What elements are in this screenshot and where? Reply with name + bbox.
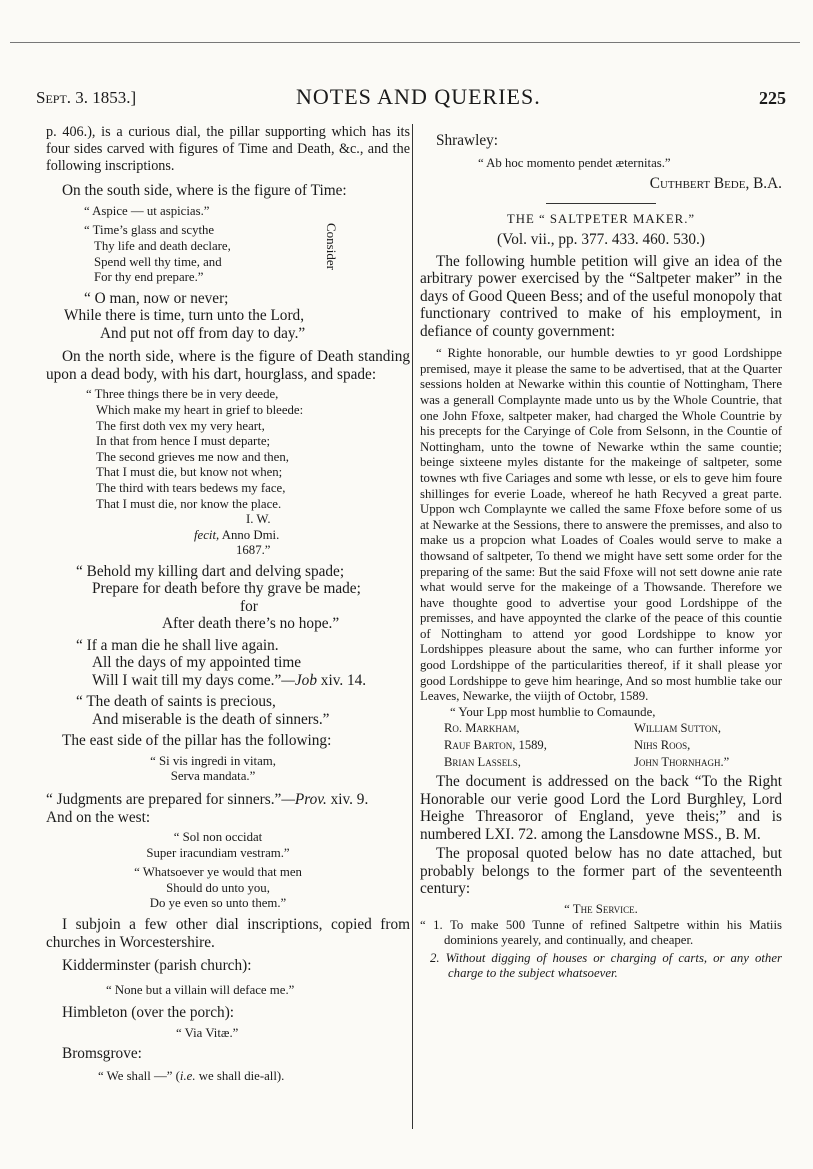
petition-text: “ Righte honorable, our humble dewties to yr good Lordshippe premised, maye it please the same to be advertised, that at the Quarter sessions holden at Newarke within this countie of Nottingham, There was a generall Complaynte made unto us by the Whole Countrie, that one John Ffoxe, saltpeter maker, had charged the Whole Countrie by his precepts for the Caryinge of Cole from Selsonn, in the Countie of Nottingham, unto the towne of Newarke wthin the same countie; beinge sixteene myles distante for the makeinge of saltpeter, some townes wth five Cariages and some wth lesse, or els to geve him foure shillinges for everie Loade, whereof he hath Recyved a great parte. Uppon wch Complaynte we called the same Ffoxe before some of us at Newarke at the Sessions, there to answere the premisses, and also to make us a propcion what Loades of Coales would serve to make a thowsand of saltpeter, To thend we might have sett some order for the preparing of the same: But the said Ffoxe will not sett downe anie rate what would serve for the makeinge of a Thowsande. Therefore we have thoughte good to advertise your good Lordshippe of the premisses, and have appoynted the clarke of the peace of this countie of Nottingham to attend yor good Lordshippe to know yor Lordshippes pleasure about the same, who can further informe yor good Lordshippe of the particularities thereof, if it shall please yor good Lordshippe to geve him hearinge, And so most humblie take our Leaves, Newarke, the viijth of Octobr, 1589. xyxy=(420,346,782,704)
verse-line: “ None but a villain will deface me.” xyxy=(106,982,295,997)
consider-side-label: Consider xyxy=(323,223,339,271)
paragraph: The proposal quoted below has no date attached, but probably belongs to the former part of the seventeenth century: xyxy=(420,845,782,898)
article-title: THE “ SALTPETER MAKER.” xyxy=(506,211,696,226)
signer: John Thornhagh.” xyxy=(634,755,730,770)
verse-line: I. W. xyxy=(246,512,271,527)
service-item: “ 1. To make 500 Tunne of refined Saltpetre within his Matiis dominions yearely, and continually, and cheaper. xyxy=(420,917,782,948)
verse-text: Will I wait till my days come.” xyxy=(92,671,282,689)
service-title: “ The Service. xyxy=(564,901,638,916)
verse-line: for xyxy=(240,597,258,615)
article-reference: (Vol. vii., pp. 377. 433. 460. 530.) xyxy=(497,231,705,249)
verse xyxy=(64,289,410,343)
section-rule xyxy=(546,203,656,204)
ie-text: i.e. xyxy=(179,1068,196,1083)
verse-line: “ Three things there be in very deede, xyxy=(86,387,279,402)
place-name: Kidderminster (parish church): xyxy=(62,957,252,975)
verse xyxy=(84,223,410,285)
verse-line: In that from hence I must departe; xyxy=(96,434,271,449)
verse-line: The first doth vex my very heart, xyxy=(96,418,265,433)
verse-line: “ Si vis ingredi in vitam, xyxy=(150,753,276,768)
paragraph: I subjoin a few other dial inscriptions, copied from churches in Worcestershire. xyxy=(46,916,410,951)
verse-line: Should do unto you, xyxy=(166,880,270,895)
verse-line: Do ye even so unto them.” xyxy=(149,896,287,911)
service-item: 2. Without digging of houses or charging of carts, or any other charge to the subject whatsoever. xyxy=(430,950,782,981)
verse xyxy=(98,1069,410,1085)
signer: Brian Lassels, xyxy=(444,755,521,770)
verse-line: “ The death of saints is precious, xyxy=(76,693,276,711)
verse-line: 1687.” xyxy=(236,543,271,558)
verse xyxy=(16,754,410,785)
header-date: Sept. 3. 1853.] xyxy=(36,88,137,107)
fecit-text: fecit, xyxy=(194,527,220,542)
verse-line: After death there’s no hope.” xyxy=(162,615,340,633)
signer: Rauf Barton, 1589, xyxy=(444,738,547,753)
verse-line: For thy end prepare.” xyxy=(94,270,204,285)
verse-line: “ Sol non occidat xyxy=(173,830,263,845)
verse-line xyxy=(98,1069,410,1085)
verse xyxy=(26,865,410,912)
verse-line: Prepare for death before thy grave be made; xyxy=(92,580,361,598)
verse xyxy=(76,693,410,728)
verse-text: “ We shall —” ( xyxy=(98,1068,180,1083)
running-header xyxy=(36,84,786,116)
verse-line: All the days of my appointed time xyxy=(92,654,302,672)
verse xyxy=(478,156,782,172)
paragraph: The east side of the pillar has the following: xyxy=(62,732,332,750)
verse-line: While there is time, turn unto the Lord, xyxy=(64,307,305,325)
petition-closing: “ Your Lpp most humblie to Comaunde, xyxy=(450,704,656,719)
top-rule xyxy=(10,42,800,43)
job-ref: —Job xyxy=(281,671,317,689)
verse xyxy=(26,830,410,861)
verse-line: Which make my heart in grief to bleede: xyxy=(96,402,304,417)
paragraph: On the south side, where is the figure of Time: xyxy=(62,182,347,200)
verse-line xyxy=(86,528,410,544)
verse-line: “ Behold my killing dart and delving spade; xyxy=(76,562,345,580)
verse-line: Spend well thy time, and xyxy=(94,254,222,269)
right-column xyxy=(420,124,782,982)
verse-line: Serva mandata.” xyxy=(170,769,256,784)
paragraph xyxy=(46,791,410,809)
place-name: Bromsgrove: xyxy=(62,1045,142,1063)
verse-line: And miserable is the death of sinners.” xyxy=(92,710,330,728)
verse xyxy=(84,204,410,220)
verse-line: “ Whatsoever ye would that men xyxy=(134,865,302,880)
verse-line: Super iracundiam vestram.” xyxy=(146,845,290,860)
paragraph: The document is addressed on the back “To the Right Honorable our verie good Lord the Lord Burghley, Lord Heighe Threasoror of England, yeve theis;” and is numbered LXI. 72. among the Lansdowne MSS., B. M. xyxy=(420,773,782,843)
verse xyxy=(106,983,410,999)
paragraph: And on the west: xyxy=(46,808,151,826)
anno-text: Anno Dmi. xyxy=(219,527,280,542)
column-divider xyxy=(412,124,413,1129)
verse-line: “ If a man die he shall live again. xyxy=(76,636,279,654)
verse xyxy=(176,1026,410,1042)
judgments-text: “ Judgments are prepared for sinners.” xyxy=(46,791,282,809)
place-name: Himbleton (over the porch): xyxy=(62,1004,235,1022)
paragraph: The following humble petition will give an idea of the arbitrary power exercised by the “Saltpeter maker” in the days of Good Queen Bess; and of the useful monopoly that functionary contrived to make of his employment, in defiance of county government: xyxy=(420,252,782,340)
prov-num: xiv. 9. xyxy=(326,791,369,809)
verse-line xyxy=(76,672,410,690)
job-num: xiv. 14. xyxy=(316,671,367,689)
verse-line: The third with tears bedews my face, xyxy=(96,480,286,495)
verse-line: The second grieves me now and then, xyxy=(96,449,289,464)
prov-ref: —Prov. xyxy=(281,791,327,809)
verse-block xyxy=(46,223,410,285)
verse-line: “ Via Vitæ.” xyxy=(176,1025,239,1040)
paragraph: p. 406.), is a curious dial, the pillar supporting which has its four sides carved with figures of Time and Death, &c., and the following inscriptions. xyxy=(46,124,410,174)
verse-line: “ O man, now or never; xyxy=(84,289,229,307)
verse-line: Thy life and death declare, xyxy=(94,239,231,254)
page-number: 225 xyxy=(759,88,786,108)
verse-line: “ Ab hoc momento pendet æternitas.” xyxy=(478,155,671,170)
paragraph: On the north side, where is the figure of Death standing upon a dead body, with his dart, hourglass, and spade: xyxy=(46,348,410,383)
verse xyxy=(76,563,410,633)
verse xyxy=(76,637,410,690)
signatories xyxy=(444,720,782,771)
verse-text: we shall die-all). xyxy=(195,1068,285,1083)
journal-title: NOTES AND QUERIES. xyxy=(296,84,541,109)
signer: Ro. Markham, xyxy=(444,721,520,736)
verse-line: “ Aspice — ut aspicias.” xyxy=(84,203,210,218)
signer: Nihs Roos, xyxy=(634,738,691,753)
verse-line: And put not off from day to day.” xyxy=(100,324,306,342)
verse xyxy=(86,387,410,559)
verse-line: “ Time’s glass and scythe xyxy=(84,223,215,238)
left-column xyxy=(46,124,410,1088)
verse-line: That I must die, nor know the place. xyxy=(96,496,282,511)
place-name: Shrawley: xyxy=(436,132,499,149)
author-signature: Cuthbert Bede, B.A. xyxy=(649,175,782,193)
verse-line: That I must die, but know not when; xyxy=(96,465,283,480)
signer: William Sutton, xyxy=(634,721,722,736)
